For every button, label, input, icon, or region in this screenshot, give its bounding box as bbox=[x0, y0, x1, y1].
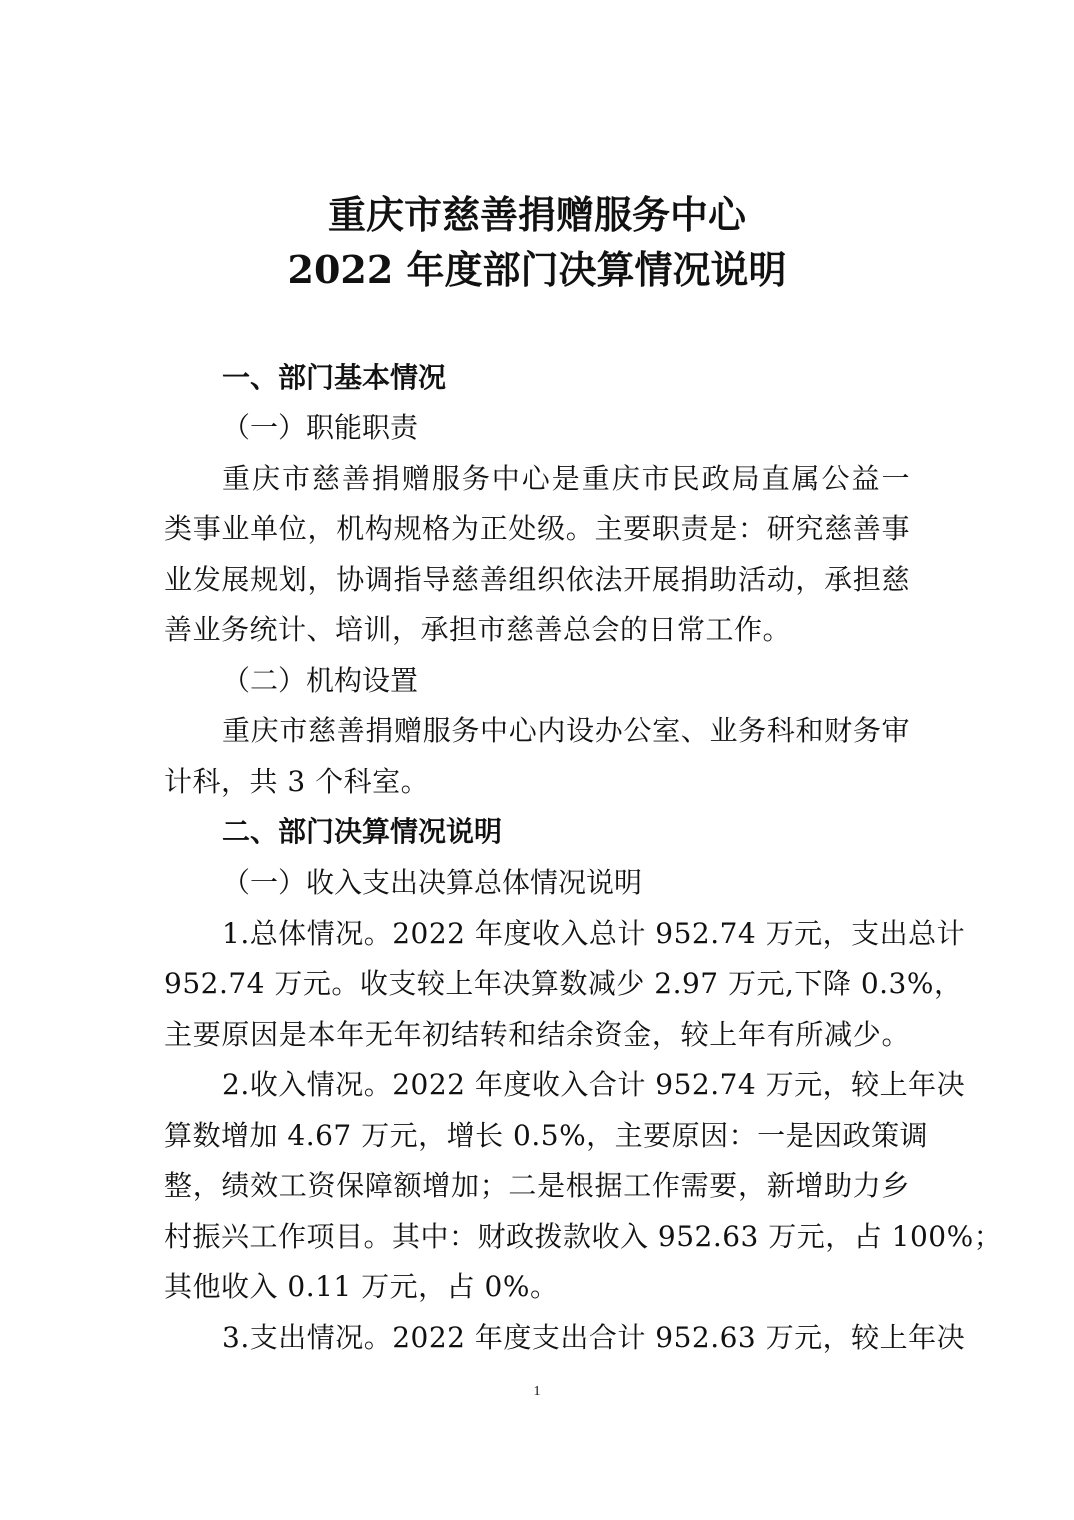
paragraph-line: 重庆市慈善捐赠服务中心是重庆市民政局直属公益一 bbox=[222, 462, 910, 495]
paragraph-line: 2.收入情况。2022 年度收入合计 952.74 万元，较上年决 bbox=[222, 1068, 966, 1101]
paragraph-line: 952.74 万元。收支较上年决算数减少 2.97 万元,下降 0.3%， bbox=[164, 967, 963, 1000]
paragraph-line: 重庆市慈善捐赠服务中心内设办公室、业务科和财务审 bbox=[222, 714, 910, 747]
paragraph-line: 其他收入 0.11 万元，占 0%。 bbox=[164, 1270, 559, 1303]
subsection-heading: （二）机构设置 bbox=[222, 664, 419, 697]
page-number: 1 bbox=[533, 1384, 541, 1399]
subsection-heading: （一）职能职责 bbox=[222, 411, 419, 444]
paragraph-line: 主要原因是本年无年初结转和结余资金，较上年有所减少。 bbox=[164, 1018, 910, 1051]
document-title: 重庆市慈善捐赠服务中心 bbox=[327, 192, 746, 237]
paragraph-line: 业发展规划，协调指导慈善组织依法开展捐助活动，承担慈 bbox=[164, 563, 910, 596]
paragraph-line: 计科，共 3 个科室。 bbox=[164, 765, 430, 798]
paragraph-line: 1.总体情况。2022 年度收入总计 952.74 万元，支出总计 bbox=[222, 917, 966, 950]
paragraph-line: 类事业单位，机构规格为正处级。主要职责是：研究慈善事 bbox=[164, 512, 910, 545]
paragraph-line: 算数增加 4.67 万元，增长 0.5%，主要原因：一是因政策调 bbox=[164, 1119, 929, 1152]
paragraph-line: 3.支出情况。2022 年度支出合计 952.63 万元，较上年决 bbox=[222, 1321, 966, 1354]
subsection-heading: （一）收入支出决算总体情况说明 bbox=[222, 866, 643, 899]
section-heading: 一、部门基本情况 bbox=[222, 361, 447, 394]
section-heading: 二、部门决算情况说明 bbox=[222, 815, 503, 848]
paragraph-line: 整，绩效工资保障额增加；二是根据工作需要，新增助力乡 bbox=[164, 1169, 910, 1202]
paragraph-line: 村振兴工作项目。其中：财政拨款收入 952.63 万元，占 100%； bbox=[164, 1220, 1003, 1253]
paragraph-line: 善业务统计、培训，承担市慈善总会的日常工作。 bbox=[164, 613, 792, 646]
document-subtitle: 2022 年度部门决算情况说明 bbox=[287, 247, 787, 292]
